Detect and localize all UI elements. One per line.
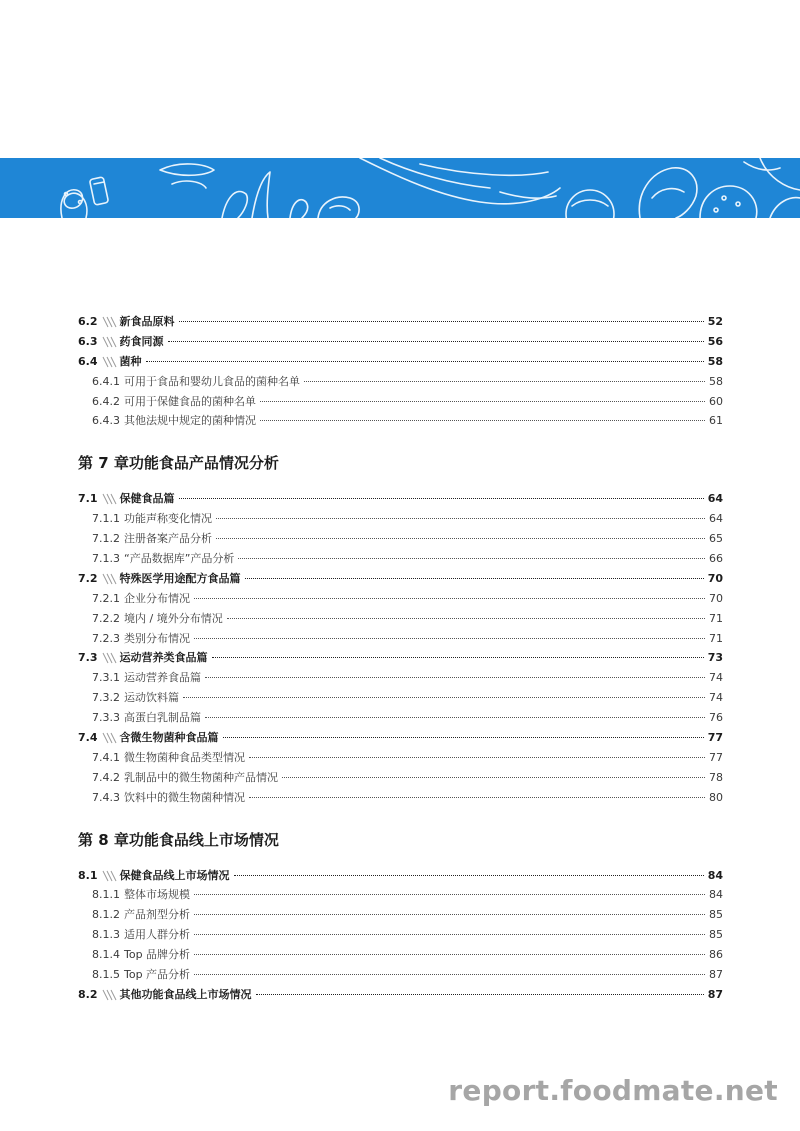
toc-entry-title: 保健食品篇 [119,492,175,506]
toc-page-number: 60 [709,394,723,408]
toc-block-chapter7 [78,489,723,807]
diagonal-lines-icon [102,732,117,744]
toc-page-number: 70 [707,571,723,585]
toc-page-number: 86 [709,948,723,962]
toc-page-number: 71 [709,631,723,645]
watermark: report.foodmate.net [448,1074,778,1107]
toc-section-row[interactable] [78,648,723,668]
dot-leader [194,894,705,895]
toc-subsection-row[interactable] [78,392,723,412]
toc-section-row[interactable] [78,569,723,589]
dot-leader [304,381,705,382]
toc-entry-number: 6.4 [78,354,98,368]
toc-entry-title: 类别分布情况 [124,631,190,645]
toc-entry-number: 7.2 [78,571,98,585]
toc-entry-title: 功能声称变化情况 [124,512,212,526]
dot-leader [183,697,705,698]
toc-entry-number: 7.1.1 [92,512,120,526]
toc-entry-number: 7.2.2 [92,611,120,625]
toc-subsection-row[interactable] [78,965,723,985]
toc-page-number: 52 [707,315,723,328]
toc-page-number: 61 [709,414,723,428]
dot-leader [194,638,705,639]
toc-entry-title: 产品剂型分析 [124,908,190,922]
dot-leader [260,420,705,421]
diagonal-lines-icon [102,336,117,348]
toc-subsection-row[interactable] [78,945,723,965]
toc-entry-number: 7.1.3 [92,552,120,566]
toc-subsection-row[interactable] [78,768,723,788]
dot-leader [168,341,704,342]
toc-page-number: 84 [709,888,723,902]
toc-entry-number: 6.3 [78,334,98,348]
dot-leader [194,974,705,975]
toc-section-row[interactable] [78,312,723,332]
toc-entry-number: 7.2.1 [92,591,120,605]
diagonal-lines-icon [102,573,117,585]
toc-entry-title: Top 品牌分析 [124,948,191,962]
toc-entry-number: 7.3.3 [92,711,120,725]
toc-subsection-row[interactable] [78,708,723,728]
toc-subsection-row[interactable] [78,885,723,905]
toc-entry-title: “产品数据库”产品分析 [124,552,235,566]
toc-section-row[interactable] [78,728,723,748]
toc-entry-title: 运动饮料篇 [124,691,179,705]
dot-leader [282,777,705,778]
toc-page-number: 64 [707,492,723,506]
diagonal-lines-icon [102,870,117,882]
toc-entry-title: 微生物菌种食品类型情况 [124,750,245,764]
toc-page-number: 77 [709,750,723,764]
toc-entry-title: 注册备案产品分析 [124,532,212,546]
chapter-7-heading: 第 7 章功能食品产品情况分析 [78,454,279,473]
toc-entry-title: 药食同源 [119,334,164,348]
toc-page-number: 78 [709,770,723,784]
toc-entry-number: 7.3.2 [92,691,120,705]
diagonal-lines-icon [102,652,117,664]
dot-leader [223,737,704,738]
toc-page-number: 58 [707,354,723,368]
toc-entry-number: 6.2 [78,315,98,328]
toc-entry-title: 其他功能食品线上市场情况 [119,987,252,1001]
toc-entry-title: 特殊医学用途配方食品篇 [119,571,241,585]
food-illustration-banner [0,158,800,218]
toc-entry-number: 8.1.2 [92,908,120,922]
toc-entry-number: 7.3 [78,651,98,665]
dot-leader [194,598,705,599]
toc-entry-number: 8.1.1 [92,888,120,902]
toc-entry-number: 8.1 [78,868,98,882]
toc-block-chapter8 [78,866,723,1005]
toc-page-number: 80 [709,790,723,804]
toc-block-chapter6 [78,312,723,431]
toc-page-number: 76 [709,711,723,725]
dot-leader [194,934,705,935]
toc-entry-number: 7.2.3 [92,631,120,645]
toc-page-number: 85 [709,908,723,922]
toc-entry-title: 乳制品中的微生物菌种产品情况 [124,770,278,784]
dot-leader [245,578,704,579]
toc-entry-title: 高蛋白乳制品篇 [124,711,201,725]
toc-page-number: 87 [709,968,723,982]
toc-entry-number: 7.1.2 [92,532,120,546]
toc-subsection-row[interactable] [78,589,723,609]
toc-page-number: 66 [709,552,723,566]
table-of-contents [78,312,723,1005]
diagonal-lines-icon [102,356,117,368]
toc-page-number: 77 [707,731,723,745]
dot-leader [227,618,705,619]
toc-entry-title: 含微生物菌种食品篇 [119,731,219,745]
toc-section-row[interactable] [78,866,723,886]
toc-entry-title: 运动营养食品篇 [124,671,201,685]
dot-leader [249,757,705,758]
toc-section-row[interactable] [78,352,723,372]
toc-entry-title: 运动营养类食品篇 [119,651,208,665]
dot-leader [179,498,704,499]
toc-page-number: 58 [709,374,723,388]
toc-subsection-row[interactable] [78,688,723,708]
dot-leader [205,717,705,718]
toc-page-number: 74 [709,691,723,705]
toc-subsection-row[interactable] [78,748,723,768]
toc-subsection-row[interactable] [78,925,723,945]
chapter-8-heading: 第 8 章功能食品线上市场情况 [78,830,279,849]
toc-page-number: 84 [707,868,723,882]
toc-entry-title: 保健食品线上市场情况 [119,868,230,882]
toc-entry-title: 企业分布情况 [124,591,190,605]
toc-subsection-row[interactable] [78,905,723,925]
toc-entry-number: 6.4.3 [92,414,120,428]
toc-entry-title: 可用于食品和婴幼儿食品的菌种名单 [124,374,300,388]
diagonal-lines-icon [102,989,117,1001]
toc-entry-title: 新食品原料 [119,315,175,328]
toc-entry-number: 6.4.1 [92,374,120,388]
toc-entry-number: 8.1.4 [92,948,120,962]
toc-entry-title: Top 产品分析 [124,968,191,982]
dot-leader [256,994,704,995]
toc-subsection-row[interactable] [78,411,723,431]
dot-leader [238,558,705,559]
toc-page-number: 65 [709,532,723,546]
dot-leader [205,677,705,678]
toc-page-number: 87 [707,987,723,1001]
toc-subsection-row[interactable] [78,609,723,629]
toc-entry-title: 菌种 [119,354,142,368]
diagonal-lines-icon [102,316,117,328]
toc-entry-number: 7.4 [78,731,98,745]
toc-page-number: 56 [707,334,723,348]
toc-section-row[interactable] [78,489,723,509]
dot-leader [179,321,704,322]
dot-leader [194,954,705,955]
toc-entry-number: 6.4.2 [92,394,120,408]
toc-entry-number: 8.2 [78,987,98,1001]
toc-subsection-row[interactable] [78,788,723,808]
toc-entry-title: 其他法规中规定的菌种情况 [124,414,256,428]
toc-entry-title: 整体市场规模 [124,888,190,902]
dot-leader [234,875,704,876]
toc-page-number: 71 [709,611,723,625]
toc-section-row[interactable] [78,332,723,352]
toc-subsection-row[interactable] [78,629,723,649]
dot-leader [194,914,705,915]
dot-leader [146,361,704,362]
toc-page-number: 64 [709,512,723,526]
header-banner [0,158,800,218]
toc-subsection-row[interactable] [78,372,723,392]
diagonal-lines-icon [102,493,117,505]
toc-subsection-row[interactable] [78,509,723,529]
toc-section-row[interactable] [78,985,723,1005]
toc-entry-number: 8.1.5 [92,968,120,982]
toc-subsection-row[interactable] [78,668,723,688]
toc-page-number: 85 [709,928,723,942]
toc-entry-number: 7.4.3 [92,790,120,804]
toc-entry-title: 可用于保健食品的菌种名单 [124,394,256,408]
toc-subsection-row[interactable] [78,549,723,569]
dot-leader [260,401,705,402]
toc-page-number: 70 [709,591,723,605]
toc-entry-title: 饮料中的微生物菌种情况 [124,790,245,804]
dot-leader [216,538,705,539]
toc-entry-number: 7.1 [78,492,98,506]
toc-entry-title: 境内 / 境外分布情况 [124,611,223,625]
dot-leader [216,518,705,519]
dot-leader [212,657,704,658]
dot-leader [249,797,705,798]
toc-entry-number: 7.4.1 [92,750,120,764]
toc-entry-number: 7.4.2 [92,770,120,784]
toc-subsection-row[interactable] [78,529,723,549]
toc-entry-number: 8.1.3 [92,928,120,942]
toc-entry-title: 适用人群分析 [124,928,190,942]
toc-page-number: 73 [707,651,723,665]
toc-page-number: 74 [709,671,723,685]
toc-entry-number: 7.3.1 [92,671,120,685]
